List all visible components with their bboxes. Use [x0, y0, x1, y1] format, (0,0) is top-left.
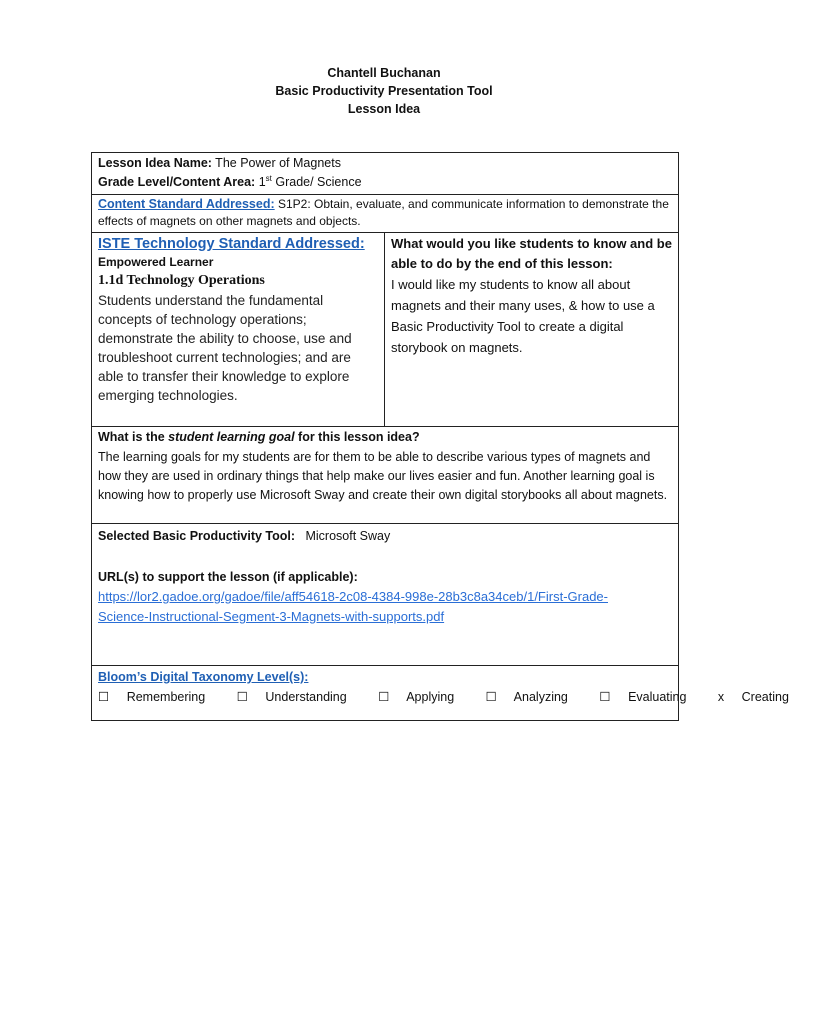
checkbox-icon[interactable]: ☐ [98, 690, 110, 704]
bloom-option-understanding[interactable] [237, 690, 361, 704]
option-label: Understanding [265, 690, 347, 704]
know-cell [385, 233, 679, 427]
goal-question-emphasis: student learning goal [168, 430, 295, 444]
document-subtitle: Lesson Idea [347, 102, 421, 116]
tool-line [98, 527, 672, 546]
iste-cell [92, 233, 385, 427]
bloom-options [98, 687, 789, 707]
content-standard-text: S1P2: Obtain, evaluate, and communicate information to demonstrate the effects of magnets on other magnets and objects. [98, 197, 669, 228]
tool-label: Selected Basic Productivity Tool: [98, 529, 296, 543]
know-question: What would you like students to know and be able to do by the end of this lesson: [391, 236, 672, 271]
grade-ordinal: st [265, 173, 272, 183]
lesson-info-cell [92, 153, 679, 195]
lesson-table [91, 152, 789, 721]
grade-level-line [98, 173, 672, 192]
bloom-cell [92, 666, 789, 721]
bloom-option-evaluating[interactable] [599, 690, 700, 704]
option-label: Applying [406, 690, 455, 704]
learning-goal-cell [92, 427, 679, 524]
url-label: URL(s) to support the lesson (if applicable): [98, 570, 358, 584]
learning-goal-answer: The learning goals for my students are for them to be able to describe various types of magnets and how they are used in ordinary things that help make our lives easier and fun. Another learning goal is knowing how to properly use Microsoft Sway and create their own digital storybooks all about magnets. [98, 450, 668, 502]
bloom-option-remembering[interactable] [98, 690, 219, 704]
tool-value: Microsoft Sway [305, 529, 391, 543]
document-header [0, 64, 768, 118]
checkbox-icon[interactable]: ☐ [599, 690, 611, 704]
lesson-name-label: Lesson Idea Name: [98, 156, 212, 170]
bloom-option-applying[interactable] [378, 690, 468, 704]
goal-question-prefix: What is the [98, 430, 169, 444]
grade-level-label: Grade Level/Content Area: [98, 175, 256, 189]
checkbox-icon[interactable]: ☐ [485, 690, 497, 704]
lesson-name-value: The Power of Magnets [211, 156, 341, 170]
bloom-option-creating[interactable] [718, 690, 803, 704]
checkbox-icon[interactable]: ☐ [378, 690, 390, 704]
iste-code: 1.1d Technology Operations [98, 273, 265, 288]
content-standard-cell [92, 195, 679, 233]
iste-description: Students understand the fundamental concepts of technology operations; demonstrate the ability to choose, use and troubleshoot current technologies; and are able to transfer their knowledge to explore emerging technologies. [98, 293, 352, 403]
know-answer: I would like my students to know all about magnets and their many uses, & how to use a Basic Productivity Tool to create a digital storybook on magnets. [391, 277, 655, 355]
bloom-option-analyzing[interactable] [486, 690, 582, 704]
option-label: Evaluating [628, 690, 687, 704]
document-title: Basic Productivity Presentation Tool [275, 84, 493, 98]
option-label: Creating [741, 690, 789, 704]
url-line-1[interactable]: https://lor2.gadoe.org/gadoe/file/aff54618-2c08-4384-998e-28b3c8a34ceb/1/First-Grade- [98, 589, 608, 604]
goal-question-suffix: for this lesson idea? [294, 430, 420, 444]
option-label: Remembering [126, 690, 206, 704]
author-name: Chantell Buchanan [327, 66, 441, 80]
option-label: Analyzing [513, 690, 568, 704]
checked-mark-icon[interactable]: x [717, 690, 725, 704]
grade-subject: Grade/ Science [271, 175, 362, 189]
grade-number: 1 [255, 175, 266, 189]
url-line-2[interactable]: Science-Instructional-Segment-3-Magnets-with-supports.pdf [98, 609, 445, 624]
learning-goal-question [98, 428, 672, 447]
lesson-name-line [98, 154, 672, 173]
checkbox-icon[interactable]: ☐ [236, 690, 248, 704]
content-standard-link[interactable]: Content Standard Addressed: [98, 197, 275, 211]
bloom-taxonomy-link[interactable]: Bloom’s Digital Taxonomy Level(s): [98, 670, 309, 684]
tool-cell [92, 524, 679, 666]
iste-standard-link[interactable]: ISTE Technology Standard Addressed: [98, 236, 365, 252]
iste-role: Empowered Learner [98, 255, 214, 269]
url-link[interactable] [98, 587, 672, 627]
